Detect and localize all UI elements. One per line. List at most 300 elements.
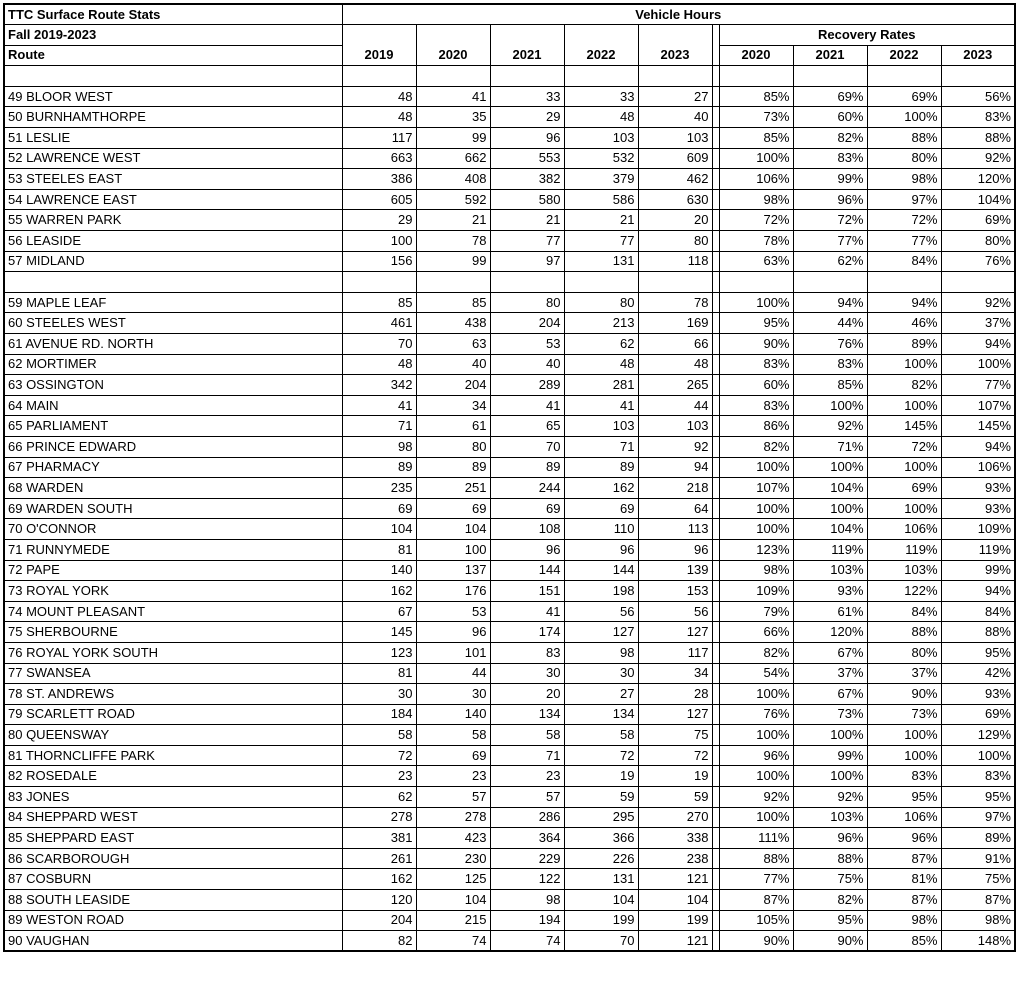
vehicle-hours-cell[interactable]: 104 xyxy=(342,519,416,540)
recovery-rate-cell[interactable]: 86% xyxy=(719,416,793,437)
recovery-rate-cell[interactable]: 129% xyxy=(941,725,1015,746)
vehicle-hours-cell[interactable]: 386 xyxy=(342,169,416,190)
recovery-rate-cell[interactable]: 73% xyxy=(793,704,867,725)
recovery-rate-cell[interactable]: 99% xyxy=(793,169,867,190)
recovery-rate-cell[interactable]: 100% xyxy=(793,457,867,478)
recovery-rate-cell[interactable]: 85% xyxy=(719,86,793,107)
recovery-rate-cell[interactable]: 63% xyxy=(719,251,793,272)
recovery-rate-cell[interactable]: 100% xyxy=(793,395,867,416)
recovery-rate-cell[interactable]: 100% xyxy=(867,354,941,375)
vehicle-hours-cell[interactable]: 162 xyxy=(342,581,416,602)
vehicle-hours-cell[interactable]: 89 xyxy=(416,457,490,478)
vehicle-hours-cell[interactable]: 20 xyxy=(638,210,712,231)
recovery-rate-cell[interactable]: 56% xyxy=(941,86,1015,107)
vehicle-hours-cell[interactable]: 461 xyxy=(342,313,416,334)
vehicle-hours-cell[interactable]: 408 xyxy=(416,169,490,190)
vehicle-hours-cell[interactable]: 20 xyxy=(490,684,564,705)
vehicle-hours-cell[interactable]: 48 xyxy=(638,354,712,375)
vehicle-hours-cell[interactable]: 83 xyxy=(490,642,564,663)
vehicle-hours-cell[interactable]: 117 xyxy=(342,128,416,149)
route-name-cell[interactable]: 84 SHEPPARD WEST xyxy=(4,807,342,828)
route-name-cell[interactable]: 69 WARDEN SOUTH xyxy=(4,498,342,519)
vehicle-hours-cell[interactable]: 71 xyxy=(564,436,638,457)
recovery-rate-cell[interactable]: 120% xyxy=(793,622,867,643)
recovery-rate-cell[interactable]: 96% xyxy=(719,745,793,766)
vehicle-hours-cell[interactable]: 33 xyxy=(564,86,638,107)
vehicle-hours-cell[interactable]: 238 xyxy=(638,848,712,869)
recovery-rate-cell[interactable]: 106% xyxy=(941,457,1015,478)
route-name-cell[interactable]: 61 AVENUE RD. NORTH xyxy=(4,334,342,355)
vehicle-hours-cell[interactable]: 123 xyxy=(342,642,416,663)
vehicle-hours-cell[interactable]: 62 xyxy=(564,334,638,355)
vehicle-hours-cell[interactable]: 144 xyxy=(564,560,638,581)
recovery-rate-cell[interactable]: 82% xyxy=(793,128,867,149)
recovery-rate-cell[interactable]: 100% xyxy=(867,745,941,766)
recovery-rate-cell[interactable]: 94% xyxy=(941,581,1015,602)
recovery-rate-cell[interactable]: 80% xyxy=(867,148,941,169)
recovery-rate-cell[interactable]: 109% xyxy=(719,581,793,602)
recovery-rate-cell[interactable]: 99% xyxy=(793,745,867,766)
vehicle-hours-cell[interactable]: 29 xyxy=(342,210,416,231)
vehicle-hours-cell[interactable]: 381 xyxy=(342,828,416,849)
route-name-cell[interactable]: 88 SOUTH LEASIDE xyxy=(4,890,342,911)
route-name-cell[interactable]: 65 PARLIAMENT xyxy=(4,416,342,437)
vehicle-hours-cell[interactable]: 41 xyxy=(564,395,638,416)
vehicle-hours-cell[interactable]: 72 xyxy=(342,745,416,766)
vehicle-hours-cell[interactable]: 663 xyxy=(342,148,416,169)
recovery-rate-cell[interactable]: 90% xyxy=(867,684,941,705)
recovery-rate-cell[interactable]: 44% xyxy=(793,313,867,334)
vehicle-hours-cell[interactable] xyxy=(416,66,490,87)
vehicle-hours-cell[interactable]: 199 xyxy=(638,910,712,931)
sheet-subtitle[interactable]: Fall 2019-2023 xyxy=(4,25,342,46)
recovery-rate-cell[interactable]: 72% xyxy=(793,210,867,231)
recovery-rate-cell[interactable]: 84% xyxy=(867,251,941,272)
vehicle-hours-cell[interactable]: 62 xyxy=(342,787,416,808)
vehicle-hours-cell[interactable]: 120 xyxy=(342,890,416,911)
recovery-rate-cell[interactable]: 83% xyxy=(867,766,941,787)
recovery-rate-cell[interactable]: 75% xyxy=(941,869,1015,890)
recovery-rate-cell[interactable]: 84% xyxy=(867,601,941,622)
recovery-rate-cell[interactable]: 76% xyxy=(719,704,793,725)
route-name-cell[interactable]: 68 WARDEN xyxy=(4,478,342,499)
vehicle-hours-cell[interactable]: 122 xyxy=(490,869,564,890)
recovery-rate-cell[interactable]: 94% xyxy=(941,436,1015,457)
recovery-rate-cell[interactable]: 90% xyxy=(719,931,793,952)
recovery-rate-cell[interactable]: 100% xyxy=(793,498,867,519)
recovery-rate-cell[interactable]: 80% xyxy=(941,231,1015,252)
vehicle-hours-cell[interactable]: 103 xyxy=(564,416,638,437)
vehicle-hours-cell[interactable]: 289 xyxy=(490,375,564,396)
recovery-rate-cell[interactable]: 119% xyxy=(867,539,941,560)
recovery-rate-cell[interactable]: 69% xyxy=(867,86,941,107)
vehicle-hours-cell[interactable]: 100 xyxy=(342,231,416,252)
route-name-cell[interactable]: 60 STEELES WEST xyxy=(4,313,342,334)
vehicle-hours-cell[interactable]: 230 xyxy=(416,848,490,869)
route-name-cell[interactable]: 73 ROYAL YORK xyxy=(4,581,342,602)
vehicle-hours-cell[interactable]: 48 xyxy=(342,86,416,107)
vehicle-hours-cell[interactable]: 63 xyxy=(416,334,490,355)
vehicle-hours-group-header[interactable]: Vehicle Hours xyxy=(342,4,1015,25)
recovery-rate-year-header[interactable]: 2023 xyxy=(941,45,1015,66)
recovery-rate-cell[interactable]: 83% xyxy=(941,107,1015,128)
recovery-rate-cell[interactable]: 96% xyxy=(793,828,867,849)
vehicle-hours-cell[interactable]: 162 xyxy=(564,478,638,499)
route-name-cell[interactable]: 74 MOUNT PLEASANT xyxy=(4,601,342,622)
recovery-rate-cell[interactable]: 37% xyxy=(867,663,941,684)
vehicle-hours-cell[interactable]: 118 xyxy=(638,251,712,272)
vehicle-hours-cell[interactable]: 98 xyxy=(490,890,564,911)
vehicle-hours-cell[interactable]: 113 xyxy=(638,519,712,540)
route-name-cell[interactable]: 78 ST. ANDREWS xyxy=(4,684,342,705)
recovery-rate-cell[interactable]: 106% xyxy=(719,169,793,190)
recovery-rate-cell[interactable]: 81% xyxy=(867,869,941,890)
route-name-cell[interactable]: 50 BURNHAMTHORPE xyxy=(4,107,342,128)
recovery-rate-cell[interactable]: 96% xyxy=(867,828,941,849)
vehicle-hours-cell[interactable]: 98 xyxy=(564,642,638,663)
vehicle-hours-cell[interactable]: 151 xyxy=(490,581,564,602)
recovery-rate-year-header[interactable]: 2022 xyxy=(867,45,941,66)
recovery-rate-cell[interactable]: 80% xyxy=(867,642,941,663)
vehicle-hours-cell[interactable]: 66 xyxy=(638,334,712,355)
recovery-rate-cell[interactable]: 79% xyxy=(719,601,793,622)
vehicle-hours-cell[interactable]: 127 xyxy=(638,622,712,643)
recovery-rate-cell[interactable] xyxy=(719,272,793,293)
vehicle-hours-cell[interactable]: 103 xyxy=(564,128,638,149)
vehicle-hours-cell[interactable]: 204 xyxy=(342,910,416,931)
recovery-rate-cell[interactable]: 60% xyxy=(793,107,867,128)
recovery-rate-cell[interactable]: 76% xyxy=(793,334,867,355)
recovery-rate-cell[interactable]: 95% xyxy=(793,910,867,931)
route-name-cell[interactable]: 87 COSBURN xyxy=(4,869,342,890)
vehicle-hours-cell[interactable]: 605 xyxy=(342,189,416,210)
vehicle-hours-cell[interactable]: 382 xyxy=(490,169,564,190)
recovery-rate-cell[interactable]: 87% xyxy=(867,890,941,911)
vehicle-hours-cell[interactable]: 295 xyxy=(564,807,638,828)
vehicle-hours-cell[interactable]: 364 xyxy=(490,828,564,849)
recovery-rate-cell[interactable]: 109% xyxy=(941,519,1015,540)
recovery-rate-cell[interactable]: 88% xyxy=(941,622,1015,643)
recovery-rate-cell[interactable]: 98% xyxy=(867,169,941,190)
vehicle-hours-cell[interactable]: 265 xyxy=(638,375,712,396)
route-name-cell[interactable]: 53 STEELES EAST xyxy=(4,169,342,190)
recovery-rate-cell[interactable]: 77% xyxy=(941,375,1015,396)
vehicle-hours-cell[interactable]: 72 xyxy=(638,745,712,766)
vehicle-hours-cell[interactable]: 74 xyxy=(490,931,564,952)
vehicle-hours-cell[interactable]: 53 xyxy=(490,334,564,355)
route-name-cell[interactable]: 57 MIDLAND xyxy=(4,251,342,272)
vehicle-hours-cell[interactable]: 100 xyxy=(416,539,490,560)
vehicle-hours-cell[interactable]: 140 xyxy=(342,560,416,581)
vehicle-hours-cell[interactable]: 104 xyxy=(638,890,712,911)
vehicle-hours-cell[interactable]: 41 xyxy=(342,395,416,416)
recovery-rate-cell[interactable]: 100% xyxy=(867,725,941,746)
vehicle-hours-cell[interactable]: 137 xyxy=(416,560,490,581)
recovery-rate-cell[interactable]: 90% xyxy=(793,931,867,952)
vehicle-hours-cell[interactable]: 56 xyxy=(564,601,638,622)
vehicle-hours-cell[interactable]: 592 xyxy=(416,189,490,210)
vehicle-hours-cell[interactable]: 40 xyxy=(490,354,564,375)
vehicle-hours-cell[interactable]: 21 xyxy=(416,210,490,231)
vehicle-hours-cell[interactable]: 580 xyxy=(490,189,564,210)
recovery-rate-cell[interactable]: 100% xyxy=(719,684,793,705)
vehicle-hours-cell[interactable] xyxy=(342,66,416,87)
recovery-rate-cell[interactable]: 67% xyxy=(793,642,867,663)
vehicle-hours-cell[interactable]: 215 xyxy=(416,910,490,931)
vehicle-hours-cell[interactable] xyxy=(342,272,416,293)
recovery-rate-cell[interactable]: 111% xyxy=(719,828,793,849)
vehicle-hours-cell[interactable]: 134 xyxy=(490,704,564,725)
vehicle-hours-cell[interactable]: 23 xyxy=(490,766,564,787)
vehicle-hours-cell[interactable]: 78 xyxy=(416,231,490,252)
vehicle-hours-cell[interactable]: 30 xyxy=(490,663,564,684)
vehicle-hours-cell[interactable]: 44 xyxy=(638,395,712,416)
vehicle-hours-cell[interactable]: 77 xyxy=(490,231,564,252)
recovery-rate-cell[interactable]: 103% xyxy=(867,560,941,581)
vehicle-hours-cell[interactable]: 96 xyxy=(490,539,564,560)
vehicle-hours-cell[interactable]: 33 xyxy=(490,86,564,107)
recovery-rate-cell[interactable]: 76% xyxy=(941,251,1015,272)
recovery-rate-cell[interactable]: 75% xyxy=(793,869,867,890)
vehicle-hours-year-header[interactable]: 2021 xyxy=(490,45,564,66)
recovery-rates-group-header[interactable]: Recovery Rates xyxy=(719,25,1015,46)
vehicle-hours-cell[interactable]: 235 xyxy=(342,478,416,499)
recovery-rate-cell[interactable]: 100% xyxy=(719,766,793,787)
recovery-rate-cell[interactable]: 91% xyxy=(941,848,1015,869)
vehicle-hours-cell[interactable]: 34 xyxy=(638,663,712,684)
vehicle-hours-cell[interactable]: 462 xyxy=(638,169,712,190)
vehicle-hours-cell[interactable]: 35 xyxy=(416,107,490,128)
vehicle-hours-cell[interactable]: 140 xyxy=(416,704,490,725)
vehicle-hours-cell[interactable]: 281 xyxy=(564,375,638,396)
route-name-cell[interactable]: 66 PRINCE EDWARD xyxy=(4,436,342,457)
recovery-rate-cell[interactable]: 72% xyxy=(867,210,941,231)
recovery-rate-cell[interactable]: 99% xyxy=(941,560,1015,581)
vehicle-hours-cell[interactable]: 80 xyxy=(490,292,564,313)
recovery-rate-cell[interactable]: 100% xyxy=(867,107,941,128)
vehicle-hours-cell[interactable]: 586 xyxy=(564,189,638,210)
vehicle-hours-cell[interactable]: 23 xyxy=(416,766,490,787)
vehicle-hours-cell[interactable]: 61 xyxy=(416,416,490,437)
recovery-rate-cell[interactable]: 100% xyxy=(867,395,941,416)
vehicle-hours-cell[interactable] xyxy=(638,272,712,293)
route-name-cell[interactable]: 51 LESLIE xyxy=(4,128,342,149)
vehicle-hours-cell[interactable]: 59 xyxy=(564,787,638,808)
vehicle-hours-cell[interactable] xyxy=(638,66,712,87)
route-name-cell[interactable]: 55 WARREN PARK xyxy=(4,210,342,231)
vehicle-hours-cell[interactable]: 58 xyxy=(490,725,564,746)
recovery-rate-cell[interactable]: 119% xyxy=(941,539,1015,560)
recovery-rate-cell[interactable]: 123% xyxy=(719,539,793,560)
route-name-cell[interactable] xyxy=(4,272,342,293)
vehicle-hours-cell[interactable]: 338 xyxy=(638,828,712,849)
route-name-cell[interactable]: 86 SCARBOROUGH xyxy=(4,848,342,869)
recovery-rate-cell[interactable] xyxy=(793,272,867,293)
recovery-rate-cell[interactable]: 145% xyxy=(867,416,941,437)
recovery-rate-cell[interactable]: 88% xyxy=(719,848,793,869)
recovery-rate-cell[interactable]: 148% xyxy=(941,931,1015,952)
recovery-rate-cell[interactable]: 100% xyxy=(793,725,867,746)
vehicle-hours-cell[interactable]: 81 xyxy=(342,539,416,560)
vehicle-hours-cell[interactable]: 77 xyxy=(564,231,638,252)
vehicle-hours-cell[interactable]: 89 xyxy=(564,457,638,478)
recovery-rate-cell[interactable]: 88% xyxy=(867,622,941,643)
recovery-rate-cell[interactable]: 93% xyxy=(793,581,867,602)
vehicle-hours-cell[interactable]: 59 xyxy=(638,787,712,808)
vehicle-hours-cell[interactable]: 199 xyxy=(564,910,638,931)
recovery-rate-cell[interactable]: 66% xyxy=(719,622,793,643)
route-name-cell[interactable]: 79 SCARLETT ROAD xyxy=(4,704,342,725)
route-name-cell[interactable]: 67 PHARMACY xyxy=(4,457,342,478)
vehicle-hours-cell[interactable]: 134 xyxy=(564,704,638,725)
vehicle-hours-cell[interactable]: 176 xyxy=(416,581,490,602)
vehicle-hours-cell[interactable]: 80 xyxy=(416,436,490,457)
vehicle-hours-cell[interactable]: 174 xyxy=(490,622,564,643)
recovery-rate-cell[interactable]: 92% xyxy=(793,787,867,808)
vehicle-hours-cell[interactable]: 104 xyxy=(564,890,638,911)
recovery-rate-cell[interactable]: 100% xyxy=(941,745,1015,766)
vehicle-hours-cell[interactable]: 65 xyxy=(490,416,564,437)
recovery-rate-cell[interactable]: 69% xyxy=(941,704,1015,725)
vehicle-hours-cell[interactable]: 23 xyxy=(342,766,416,787)
recovery-rate-cell[interactable]: 100% xyxy=(941,354,1015,375)
recovery-rate-cell[interactable]: 106% xyxy=(867,519,941,540)
recovery-rate-cell[interactable]: 61% xyxy=(793,601,867,622)
recovery-rate-cell[interactable]: 88% xyxy=(867,128,941,149)
vehicle-hours-cell[interactable]: 29 xyxy=(490,107,564,128)
recovery-rate-cell[interactable]: 82% xyxy=(719,642,793,663)
vehicle-hours-cell[interactable]: 69 xyxy=(564,498,638,519)
recovery-rate-cell[interactable]: 67% xyxy=(793,684,867,705)
vehicle-hours-cell[interactable]: 144 xyxy=(490,560,564,581)
recovery-rate-cell[interactable]: 85% xyxy=(719,128,793,149)
vehicle-hours-cell[interactable]: 27 xyxy=(564,684,638,705)
vehicle-hours-cell[interactable]: 104 xyxy=(416,890,490,911)
vehicle-hours-cell[interactable]: 28 xyxy=(638,684,712,705)
recovery-rate-cell[interactable]: 92% xyxy=(941,292,1015,313)
vehicle-hours-cell[interactable]: 57 xyxy=(416,787,490,808)
route-name-cell[interactable]: 63 OSSINGTON xyxy=(4,375,342,396)
vehicle-hours-cell[interactable]: 103 xyxy=(638,416,712,437)
vehicle-hours-cell[interactable]: 423 xyxy=(416,828,490,849)
route-name-cell[interactable]: 49 BLOOR WEST xyxy=(4,86,342,107)
vehicle-hours-cell[interactable]: 184 xyxy=(342,704,416,725)
vehicle-hours-cell[interactable]: 662 xyxy=(416,148,490,169)
recovery-rate-cell[interactable]: 95% xyxy=(941,642,1015,663)
vehicle-hours-cell[interactable]: 278 xyxy=(416,807,490,828)
recovery-rate-cell[interactable] xyxy=(719,66,793,87)
vehicle-hours-cell[interactable]: 127 xyxy=(564,622,638,643)
recovery-rate-cell[interactable]: 100% xyxy=(793,766,867,787)
vehicle-hours-cell[interactable]: 286 xyxy=(490,807,564,828)
recovery-rate-cell[interactable]: 98% xyxy=(719,189,793,210)
vehicle-hours-cell[interactable]: 58 xyxy=(342,725,416,746)
recovery-rate-cell[interactable]: 88% xyxy=(793,848,867,869)
vehicle-hours-cell[interactable]: 229 xyxy=(490,848,564,869)
vehicle-hours-cell[interactable]: 48 xyxy=(342,354,416,375)
recovery-rate-cell[interactable]: 103% xyxy=(793,560,867,581)
vehicle-hours-cell[interactable]: 609 xyxy=(638,148,712,169)
header-cell[interactable] xyxy=(416,25,490,46)
recovery-rate-cell[interactable]: 73% xyxy=(867,704,941,725)
vehicle-hours-cell[interactable]: 89 xyxy=(490,457,564,478)
vehicle-hours-cell[interactable]: 532 xyxy=(564,148,638,169)
vehicle-hours-cell[interactable]: 96 xyxy=(564,539,638,560)
recovery-rate-cell[interactable] xyxy=(867,66,941,87)
recovery-rate-cell[interactable]: 60% xyxy=(719,375,793,396)
recovery-rate-cell[interactable]: 106% xyxy=(867,807,941,828)
vehicle-hours-cell[interactable]: 145 xyxy=(342,622,416,643)
vehicle-hours-cell[interactable]: 40 xyxy=(416,354,490,375)
vehicle-hours-cell[interactable]: 34 xyxy=(416,395,490,416)
recovery-rate-cell[interactable]: 73% xyxy=(719,107,793,128)
recovery-rate-cell[interactable]: 100% xyxy=(867,498,941,519)
recovery-rate-cell[interactable]: 69% xyxy=(867,478,941,499)
vehicle-hours-cell[interactable]: 69 xyxy=(416,745,490,766)
vehicle-hours-cell[interactable] xyxy=(416,272,490,293)
vehicle-hours-cell[interactable]: 85 xyxy=(342,292,416,313)
recovery-rate-cell[interactable]: 95% xyxy=(941,787,1015,808)
vehicle-hours-cell[interactable]: 96 xyxy=(416,622,490,643)
vehicle-hours-cell[interactable]: 94 xyxy=(638,457,712,478)
recovery-rate-cell[interactable]: 98% xyxy=(719,560,793,581)
vehicle-hours-cell[interactable]: 103 xyxy=(638,128,712,149)
route-name-cell[interactable]: 81 THORNCLIFFE PARK xyxy=(4,745,342,766)
vehicle-hours-cell[interactable]: 58 xyxy=(564,725,638,746)
route-name-cell[interactable]: 77 SWANSEA xyxy=(4,663,342,684)
recovery-rate-cell[interactable]: 83% xyxy=(941,766,1015,787)
recovery-rate-cell[interactable]: 92% xyxy=(719,787,793,808)
route-name-cell[interactable]: 64 MAIN xyxy=(4,395,342,416)
header-cell[interactable] xyxy=(564,25,638,46)
route-name-cell[interactable]: 56 LEASIDE xyxy=(4,231,342,252)
vehicle-hours-cell[interactable]: 81 xyxy=(342,663,416,684)
vehicle-hours-cell[interactable]: 139 xyxy=(638,560,712,581)
header-cell[interactable] xyxy=(638,25,712,46)
recovery-rate-cell[interactable]: 119% xyxy=(793,539,867,560)
vehicle-hours-cell[interactable]: 108 xyxy=(490,519,564,540)
vehicle-hours-cell[interactable]: 169 xyxy=(638,313,712,334)
vehicle-hours-cell[interactable]: 80 xyxy=(564,292,638,313)
recovery-rate-cell[interactable]: 82% xyxy=(867,375,941,396)
vehicle-hours-cell[interactable]: 44 xyxy=(416,663,490,684)
recovery-rate-cell[interactable]: 94% xyxy=(793,292,867,313)
recovery-rate-cell[interactable]: 103% xyxy=(793,807,867,828)
recovery-rate-cell[interactable]: 97% xyxy=(867,189,941,210)
vehicle-hours-cell[interactable]: 127 xyxy=(638,704,712,725)
vehicle-hours-cell[interactable]: 104 xyxy=(416,519,490,540)
vehicle-hours-cell[interactable]: 85 xyxy=(416,292,490,313)
vehicle-hours-cell[interactable]: 342 xyxy=(342,375,416,396)
recovery-rate-cell[interactable]: 90% xyxy=(719,334,793,355)
vehicle-hours-cell[interactable]: 74 xyxy=(416,931,490,952)
recovery-rate-cell[interactable]: 107% xyxy=(941,395,1015,416)
recovery-rate-cell[interactable]: 100% xyxy=(719,807,793,828)
vehicle-hours-cell[interactable]: 125 xyxy=(416,869,490,890)
vehicle-hours-cell[interactable]: 58 xyxy=(416,725,490,746)
vehicle-hours-cell[interactable]: 69 xyxy=(416,498,490,519)
route-name-cell[interactable]: 75 SHERBOURNE xyxy=(4,622,342,643)
vehicle-hours-cell[interactable]: 117 xyxy=(638,642,712,663)
vehicle-hours-cell[interactable]: 99 xyxy=(416,251,490,272)
route-name-cell[interactable]: 82 ROSEDALE xyxy=(4,766,342,787)
vehicle-hours-cell[interactable]: 70 xyxy=(564,931,638,952)
vehicle-hours-cell[interactable]: 41 xyxy=(490,395,564,416)
vehicle-hours-cell[interactable]: 30 xyxy=(564,663,638,684)
vehicle-hours-year-header[interactable]: 2020 xyxy=(416,45,490,66)
recovery-rate-cell[interactable]: 145% xyxy=(941,416,1015,437)
recovery-rate-cell[interactable]: 104% xyxy=(793,478,867,499)
